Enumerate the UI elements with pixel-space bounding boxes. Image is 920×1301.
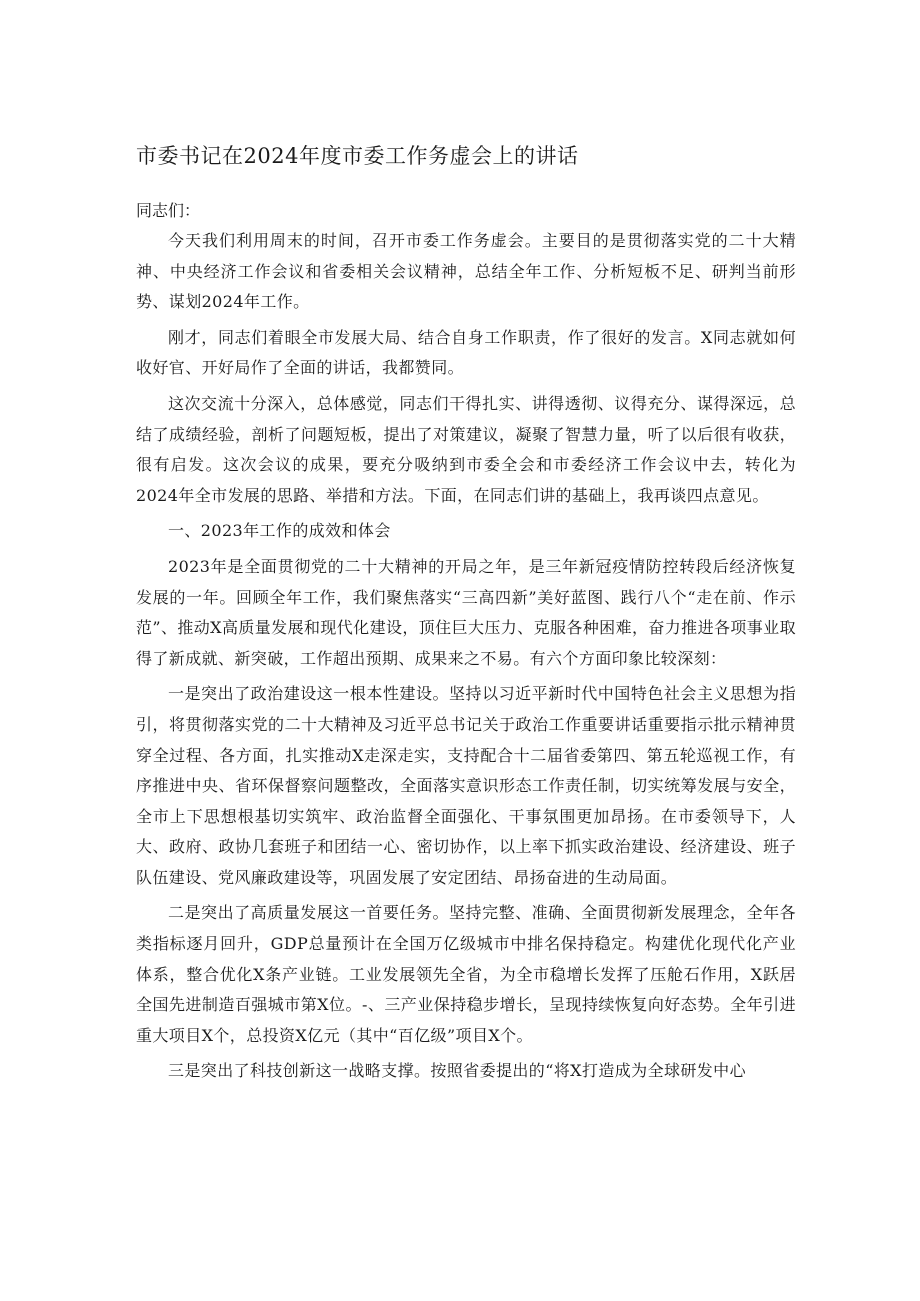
salutation: 同志们： [136, 201, 201, 220]
section-heading: 一、2023年工作的成效和体会 [168, 521, 391, 541]
paragraph-high-quality-development: 二是突出了高质量发展这一首要任务。坚持完整、准确、全面贯彻新发展理念，全年各类指标逐月回升，GDP总量预计在全国万亿级城市中排名保持稳定。构建优化现代化产业体系，整合优化X条产业链。工业发展领先全省，为全市稳增长发挥了压舱石作用，X跃居全国先进制造百强城市第X位。-、三产业保持稳步增长，呈现持续恢复向好态势。全年引进重大项目X个，总投资X亿元（其中“百亿级”项目X个。 [136, 903, 796, 1045]
paragraph-2023-review: 2023年是全面贯彻党的二十大精神的开局之年，是三年新冠疫情防控转段后经济恢复发展的一年。回顾全年工作，我们聚焦落实“三高四新”美好蓝图、践行八个“走在前、作示范”、推动X高质量发展和现代化建设，顶住巨大压力、克服各种困难，奋力推进各项事业取得了新成就、新突破，工作超出预期、成果来之不易。有六个方面印象比较深刻： [136, 556, 796, 668]
document-page [136, 140, 796, 1092]
paragraph-tech-innovation: 三是突出了科技创新这一战略支撑。按照省委提出的“将X打造成为全球研发中心 [168, 1061, 746, 1081]
paragraph-speeches: 刚才，同志们着眼全市发展大局、结合自身工作职责，作了很好的发言。X同志就如何收好官、开好局作了全面的讲话，我都赞同。 [136, 327, 796, 378]
paragraph-political-construction: 一是突出了政治建设这一根本性建设。坚持以习近平新时代中国特色社会主义思想为指引，将贯彻落实党的二十大精神及习近平总书记关于政治工作重要讲话重要指示批示精神贯穿全过程、各方面，扎实推动X走深走实，支持配合十二届省委第四、第五轮巡视工作，有序推进中央、省环保督察问题整改，全面落实意识形态工作责任制，切实统筹发展与安全，全市上下思想根基切实筑牢、政治监督全面强化、干事氛围更加昂扬。在市委领导下，人大、政府、政协几套班子和团结一心、密切协作，以上率下抓实政治建设、经济建设、班子队伍建设、党风廉政建设等，巩固发展了安定团结、昂扬奋进的生动局面。 [136, 684, 796, 887]
paragraph-opening: 今天我们利用周末的时间，召开市委工作务虚会。主要目的是贯彻落实党的二十大精神、中央经济工作会议和省委相关会议精神，总结全年工作、分析短板不足、研判当前形势、谋划2024年工作。 [136, 231, 796, 312]
document-title: 市委书记在2024年度市委工作务虚会上的讲话 [136, 144, 579, 168]
paragraph-summary: 这次交流十分深入，总体感觉，同志们干得扎实、讲得透彻、议得充分、谋得深远，总结了成绩经验，剖析了问题短板，提出了对策建议，凝聚了智慧力量，听了以后很有收获，很有启发。这次会议的成果，要充分吸纳到市委全会和市委经济工作会议中去，转化为2024年全市发展的思路、举措和方法。下面，在同志们讲的基础上，我再谈四点意见。 [136, 393, 796, 505]
